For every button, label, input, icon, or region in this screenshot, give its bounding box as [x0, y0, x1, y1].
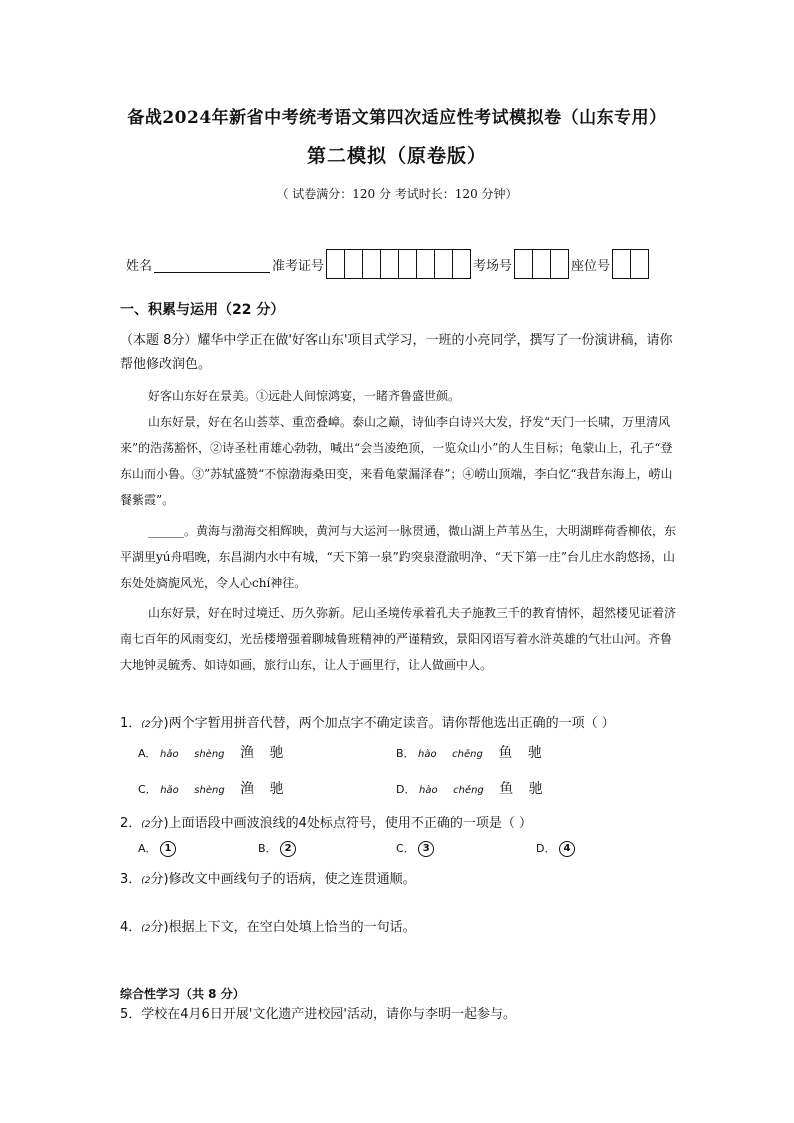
- q1-option-a[interactable]: [138, 742, 296, 762]
- question-score: (2: [141, 876, 151, 886]
- option-label: D．: [536, 842, 556, 855]
- option-label: B．: [396, 747, 415, 760]
- option-label: A．: [138, 747, 157, 760]
- name-label: 姓名: [126, 258, 153, 274]
- exam-no-boxes[interactable]: [326, 249, 471, 279]
- circled-number-icon: 1: [160, 841, 176, 857]
- option-char: 驰: [269, 781, 284, 797]
- option-pinyin: chěng: [453, 785, 484, 796]
- q2-option-a[interactable]: [138, 840, 176, 857]
- option-char: 驰: [269, 745, 284, 761]
- question-number: 1．: [120, 716, 142, 731]
- option-pinyin: hǎo: [160, 749, 179, 760]
- option-char: 渔: [240, 781, 255, 797]
- room-label: 考场号: [473, 258, 513, 274]
- question-text: 分)根据上下文，在空白处填上恰当的一句话。: [150, 920, 416, 935]
- option-label: C．: [396, 842, 415, 855]
- question-text: 分)上面语段中画波浪线的4处标点符号，使用不正确的一项是（ ）: [150, 816, 533, 831]
- question-4: [120, 916, 416, 935]
- option-label: C．: [138, 783, 157, 796]
- option-pinyin: hào: [418, 749, 437, 760]
- option-pinyin: chěng: [452, 749, 483, 760]
- option-pinyin: shèng: [194, 785, 225, 796]
- question-text: 分)修改文中画线句子的语病，使之连贯通顺。: [150, 872, 416, 887]
- option-pinyin: hào: [418, 785, 438, 796]
- question-score: (2: [141, 720, 151, 730]
- circled-number-icon: 3: [418, 841, 434, 857]
- option-label: B．: [258, 842, 277, 855]
- room-boxes[interactable]: [514, 249, 569, 279]
- option-char: 鱼: [499, 781, 514, 797]
- option-label: D．: [396, 783, 416, 796]
- q2-option-c[interactable]: [396, 840, 434, 857]
- passage-paragraph-2: 山东好景，好在名山荟萃、重峦叠嶂。泰山之巅，诗仙李白诗兴大发，抒发“天门一长啸，万里清风来”的浩荡豁怀，②诗圣杜甫雄心勃勃，喊出“会当凌绝顶，一览众山小”的人生目标；龟蒙山上，孔子“登东山而小鲁。③”苏轼盛赞“不惊渤海桑田变，来看龟蒙漏泽春”；④崂山顶端，李白忆“我昔东海上，崂山餐紫霞”。: [120, 415, 673, 507]
- question-3: [120, 868, 416, 887]
- q1-option-c[interactable]: [138, 778, 296, 798]
- question-1: [120, 712, 615, 731]
- question-2: [120, 812, 532, 831]
- comprehensive-heading: 综合性学习（共 8 分）: [120, 987, 245, 1001]
- name-field[interactable]: [154, 256, 270, 273]
- option-char: 鱼: [498, 745, 513, 761]
- question-number: 3．: [120, 872, 142, 887]
- exam-meta: （ 试卷满分：120 分 考试时长：120 分钟）: [276, 187, 518, 201]
- passage-paragraph-4: 山东好景，好在时过境迁、历久弥新。尼山圣境传承着孔夫子施教三千的教育情怀，超然楼见证着济南七百年的风雨变幻，光岳楼增强着聊城鲁班精神的严谨精致，景阳冈语写着水浒英雄的气壮山河。齐鲁大地钟灵毓秀、如诗如画，旅行山东，让人于画里行，让人做画中人。: [120, 606, 677, 672]
- option-char: 驰: [527, 745, 542, 761]
- circled-number-icon: 4: [559, 841, 575, 857]
- question-score: (2: [141, 924, 151, 934]
- q1-option-b[interactable]: [396, 742, 554, 762]
- option-pinyin: shèng: [194, 749, 225, 760]
- passage-paragraph-3: ______。黄海与渤海交相辉映，黄河与大运河一脉贯通，微山湖上芦苇丛生，大明湖畔荷香柳依，东平湖里yú舟唱晚，东昌湖内水中有城，“天下第一泉”趵突泉澄澈明净、“天下第一庄”台儿庄水韵悠扬，山东处处旖旎风光，令人心chí神往。: [120, 524, 677, 590]
- question-text: 分)两个字暂用拼音代替，两个加点字不确定读音。请你帮他选出正确的一项（ ）: [150, 716, 615, 731]
- section-heading: 一、积累与运用（22 分）: [120, 302, 285, 318]
- option-char: 渔: [240, 745, 255, 761]
- question-5: 5．学校在4月6日开展'文化遗产进校园'活动，请你与李明一起参与。: [120, 1007, 516, 1022]
- question-number: 2．: [120, 816, 142, 831]
- option-pinyin: hǎo: [160, 785, 179, 796]
- section-intro: （本题 8分）耀华中学正在做'好客山东'项目式学习，一班的小亮同学，撰写了一份演讲稿，请你帮他修改润色。: [120, 333, 673, 372]
- circled-number-icon: 2: [280, 841, 296, 857]
- q1-option-d[interactable]: [396, 778, 555, 798]
- question-number: 4．: [120, 920, 142, 935]
- seat-label: 座位号: [571, 258, 611, 274]
- q2-option-d[interactable]: [536, 840, 575, 857]
- seat-boxes[interactable]: [612, 249, 649, 279]
- option-label: A．: [138, 842, 157, 855]
- exam-no-label: 准考证号: [272, 258, 325, 274]
- document-subtitle: 第二模拟（原卷版）: [306, 145, 487, 167]
- option-char: 驰: [528, 781, 543, 797]
- question-score: (2: [141, 820, 151, 830]
- q2-option-b[interactable]: [258, 840, 296, 857]
- passage-paragraph-1: 好客山东好在景美。①远赴人间惊鸿宴，一睹齐鲁盛世颜。: [148, 389, 461, 403]
- document-title: 备战2024年新省中考统考语文第四次适应性考试模拟卷（山东专用）: [127, 108, 667, 128]
- student-info-row: [126, 248, 651, 280]
